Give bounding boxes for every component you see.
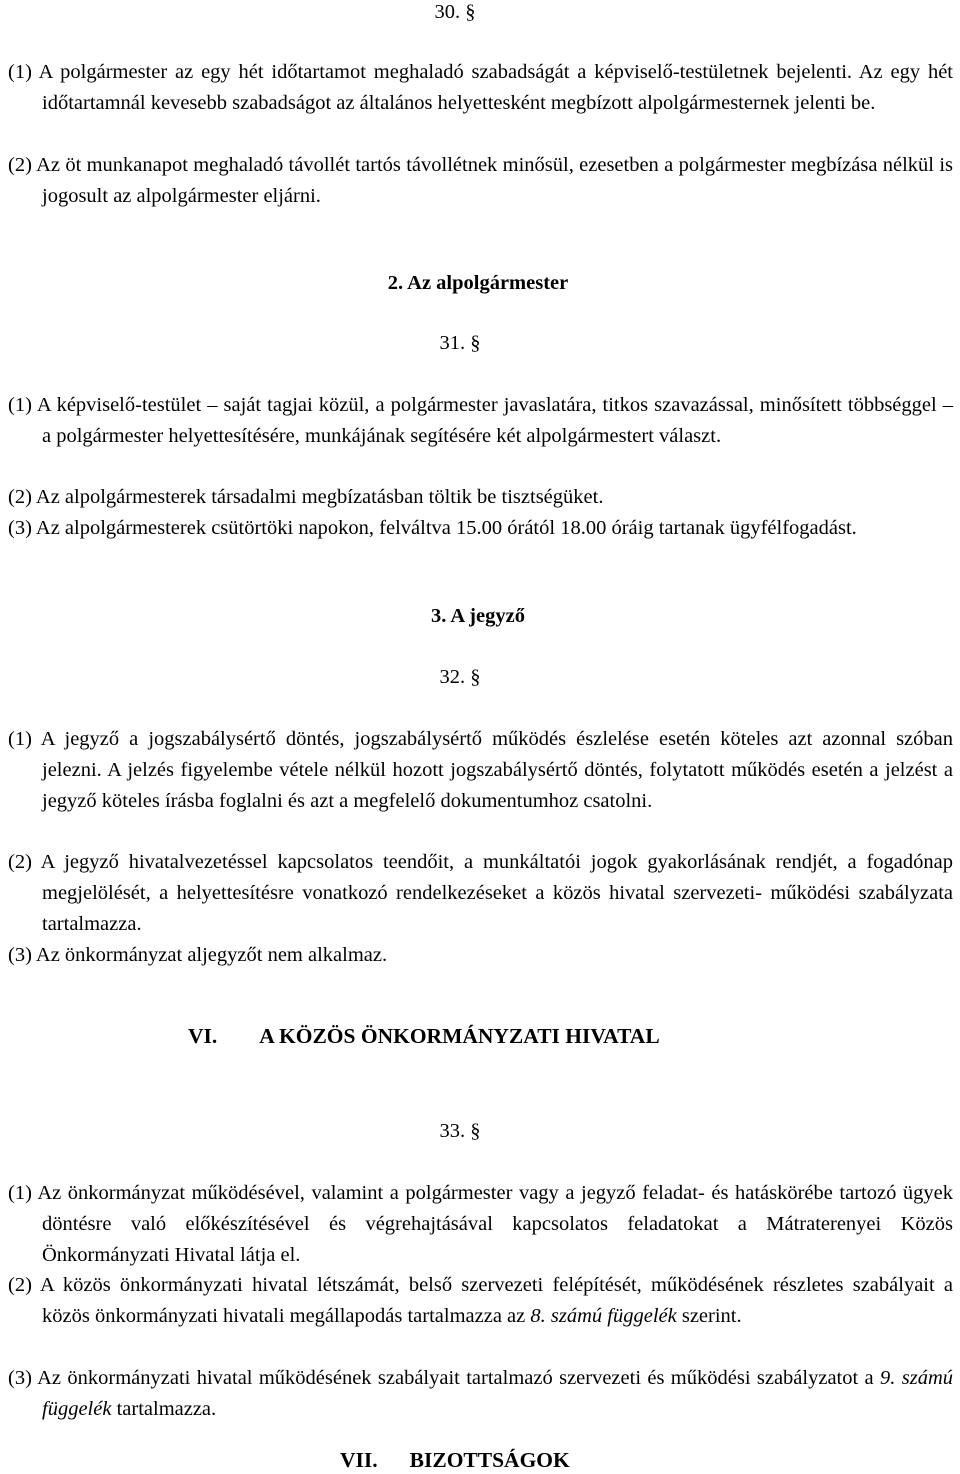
chapter-number-vi: VI. [188, 1024, 218, 1048]
paragraph-32-1: (1) A jegyző a jogszabálysértő döntés, jogszabálysértő működés észlelése esetén köteles azt azonnal szóban jelezni. A jelzés figyelembe vétele nélkül hozott jogszabálysértő döntés, folytatott működés esetén a jelzést a jegyző köteles írásba foglalni és azt a megfelelő dokumentumhoz csatolni. [8, 728, 953, 812]
section-heading-32: 32. § [439, 666, 481, 688]
paragraph-32-3: (3) Az önkormányzat aljegyzőt nem alkalmaz. [8, 944, 388, 966]
paragraph-30-2: (2) Az öt munkanapot meghaladó távollét tartós távollétnek minősül, ezesetben a polgármester megbízása nélkül is jogosult az alpolgármester eljárni. [8, 154, 953, 207]
subchapter-title-alpolgarmester: 2. Az alpolgármester [387, 272, 569, 294]
paragraph-30-1: (1) A polgármester az egy hét időtartamot meghaladó szabadságát a képviselő-testületnek bejelenti. Az egy hét időtartamnál kevesebb szabadságot az általános helyettesként megbízott alpolgármesternek jelenti be. [8, 61, 953, 114]
section-heading-30: 30. § [434, 1, 476, 23]
section-heading-31: 31. § [439, 332, 481, 354]
appendix-reference-8: 8. számú függelék [530, 1305, 677, 1327]
paragraph-33-3: (3) Az önkormányzati hivatal működésének szabályait tartalmazó szervezeti és működési szabályzatot a 9. számú függelék tartalmazza. [8, 1367, 954, 1420]
paragraph-33-2: (2) A közös önkormányzati hivatal létszámát, belső szervezeti felépítését, működésének részletes szabályait a közös önkormányzati hivatali megállapodás tartalmazza az 8. számú függelék szerint. [8, 1274, 953, 1327]
chapter-name-vi: A KÖZÖS ÖNKORMÁNYZATI HIVATAL [259, 1024, 660, 1048]
paragraph-32-2: (2) A jegyző hivatalvezetéssel kapcsolatos teendőit, a munkáltatói jogok gyakorlásának rendjét, a fogadónap megjelölését, a helyettesítésre vonatkozó rendelkezéseket a közös hivatal szervezeti- működési szabályzata tartalmazza. [8, 851, 953, 935]
chapter-title-vi [188, 1026, 660, 1048]
subchapter-title-jegyzo: 3. A jegyző [431, 605, 525, 627]
section-heading-33: 33. § [439, 1120, 481, 1142]
paragraph-31-3: (3) Az alpolgármesterek csütörtöki napokon, felváltva 15.00 órától 18.00 óráig tartanak ügyfélfogadást. [8, 517, 857, 539]
chapter-title-vii [340, 1450, 570, 1472]
appendix-reference-9: 9. számú függelék [42, 1367, 954, 1420]
chapter-name-vii: BIZOTTSÁGOK [409, 1448, 570, 1472]
paragraph-31-1: (1) A képviselő-testület – saját tagjai közül, a polgármester javaslatára, titkos szavazással, minősített többséggel – a polgármester helyettesítésére, munkájának segítésére két alpolgármestert választ. [8, 394, 953, 447]
paragraph-31-2: (2) Az alpolgármesterek társadalmi megbízatásban töltik be tisztségüket. [8, 486, 604, 508]
chapter-number-vii: VII. [340, 1448, 378, 1472]
paragraph-33-1: (1) Az önkormányzat működésével, valamint a polgármester vagy a jegyző feladat- és hatáskörébe tartozó ügyek döntésre való előkészítésével és végrehajtásával kapcsolatos feladatokat a Mátraterenyei Közös Önkormányzati Hivatal látja el. [8, 1182, 953, 1266]
